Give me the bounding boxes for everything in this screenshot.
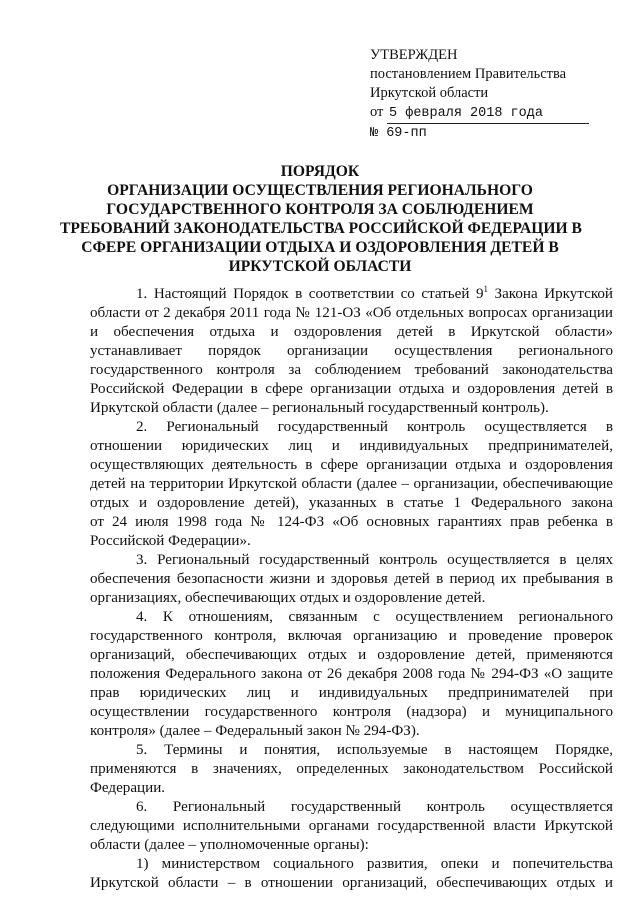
paragraph-2-line: детей на территории Иркутской области (далее – организации, обеспечивающие — [90, 476, 613, 492]
title-line: ТРЕБОВАНИЙ ЗАКОНОДАТЕЛЬСТВА РОССИЙСКОЙ ФЕДЕРАЦИИ В — [60, 220, 582, 237]
paragraph-5-line: 5. Термины и понятия, используемые в настоящем Порядке, — [136, 742, 613, 758]
paragraph-4-line: государственного контроля, включая организацию и проведение проверок — [90, 628, 613, 644]
title-line: ПОРЯДОК — [280, 163, 360, 180]
paragraph-6-line: следующими исполнительными органами государственной власти Иркутской — [90, 818, 613, 834]
paragraph-4-line: контроля» (далее – Федеральный закон № 294-ФЗ). — [90, 723, 420, 739]
article-superscript: 1 — [483, 284, 488, 294]
paragraph-1-text: Закона Иркутской — [488, 286, 614, 302]
paragraph-1-line: устанавливает порядок организации осуществления регионального — [90, 343, 613, 359]
title-line: ОРГАНИЗАЦИИ ОСУЩЕСТВЛЕНИЯ РЕГИОНАЛЬНОГО — [107, 182, 533, 199]
paragraph-4-line: положения Федерального закона от 26 декабря 2008 года № 294-ФЗ «О защите — [90, 666, 613, 682]
title-line: ИРКУТСКОЙ ОБЛАСТИ — [228, 258, 412, 275]
paragraph-2-line: отдых и оздоровление детей), указанных в статье 1 Федерального закона — [90, 495, 613, 511]
approval-number: № 69-пп — [370, 126, 427, 141]
paragraph-5-line: применяются в значениях, определенных законодательством Российской — [90, 761, 613, 777]
paragraph-6-line: области (далее – уполномоченные органы): — [90, 837, 369, 853]
list-item-1-line: Иркутской области – в отношении организаций, обеспечивающих отдых и — [90, 875, 613, 891]
list-item-1-line: 1) министерством социального развития, опеки и попечительства — [136, 856, 613, 872]
approval-region: Иркутской области — [370, 85, 489, 101]
paragraph-1-line: государственного контроля за соблюдением требований законодательства — [90, 362, 613, 378]
title-line: ГОСУДАРСТВЕННОГО КОНТРОЛЯ ЗА СОБЛЮДЕНИЕМ — [106, 201, 534, 218]
document-title — [60, 162, 580, 276]
paragraph-4-line: организаций, обеспечивающих отдых и оздоровление детей, применяются — [90, 647, 613, 663]
paragraph-2-line: осуществляющих деятельность в сфере организации отдыха и оздоровления — [90, 457, 613, 473]
approval-stamp — [370, 46, 620, 143]
paragraph-4-line: прав юридических лиц и индивидуальных предпринимателей при — [90, 685, 613, 701]
document-body — [90, 285, 613, 893]
paragraph-4-line: 4. К отношениям, связанным с осуществлением регионального — [136, 609, 613, 625]
paragraph-3-line: обеспечения безопасности жизни и здоровья детей в период их пребывания в — [90, 571, 613, 587]
paragraph-2-line: Российской Федерации». — [90, 533, 251, 549]
paragraph-1-line: и обеспечения отдыха и оздоровления детей в Иркутской области» — [90, 324, 613, 340]
approval-heading: УТВЕРЖДЕН — [370, 47, 458, 63]
paragraph-3-line: 3. Региональный государственный контроль осуществляется в целях — [136, 552, 613, 568]
paragraph-1-line: Российской Федерации в сфере организации отдыха и оздоровления детей в — [90, 381, 613, 397]
approval-date-prefix: от — [370, 104, 384, 120]
paragraph-1-line: области от 2 декабря 2011 года № 121-ОЗ «Об отдельных вопросах организации — [90, 305, 613, 321]
approval-resolution: постановлением Правительства — [370, 66, 567, 82]
paragraph-2-line: от 24 июля 1998 года № 124-ФЗ «Об основных гарантиях прав ребенка в — [90, 514, 613, 530]
paragraph-5-line: Федерации. — [90, 780, 166, 796]
paragraph-1-text: 1. Настоящий Порядок в соответствии со статьей 9 — [136, 286, 484, 302]
title-line: СФЕРЕ ОРГАНИЗАЦИИ ОТДЫХА И ОЗДОРОВЛЕНИЯ ДЕТЕЙ В — [81, 239, 559, 256]
paragraph-1-line — [90, 285, 613, 304]
paragraph-1-line: Иркутской области (далее – региональный государственный контроль). — [90, 400, 549, 416]
paragraph-2-line: 2. Региональный государственный контроль осуществляется в — [136, 419, 613, 435]
paragraph-3-line: организациях, обеспечивающих отдых и оздоровление детей. — [90, 590, 486, 606]
paragraph-6-line: 6. Региональный государственный контроль осуществляется — [136, 799, 613, 815]
paragraph-2-line: отношении юридических лиц и индивидуальных предпринимателей, — [90, 438, 613, 454]
approval-date-line — [370, 103, 620, 124]
approval-date: 5 февраля 2018 года — [387, 104, 589, 124]
paragraph-4-line: осуществлении государственного контроля (надзора) и муниципального — [90, 704, 613, 720]
